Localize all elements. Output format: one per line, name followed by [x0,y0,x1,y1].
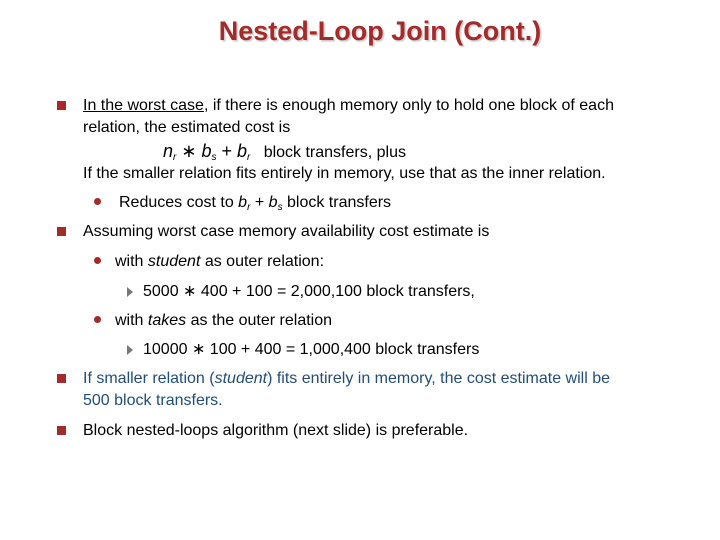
bullet-triangle-icon [127,287,133,297]
p4-text: Block nested-loops algorithm (next slide) is preferable. [83,422,469,439]
student-cost-text: 5000 ∗ 400 + 100 = 2,000,100 block transfers, [143,283,475,300]
bullet-dot-icon [94,198,101,205]
bullet-square-icon [57,374,66,383]
reduces-cost-text: Reduces cost to $b_r + b_s$ block transfers [119,194,392,213]
p3-line2: 500 block transfers. [83,392,223,409]
p2-text: Assuming worst case memory availability cost estimate is [83,223,490,240]
student-outer-text: with student as outer relation: [115,253,325,270]
bullet-square-icon [57,101,66,110]
bullet-square-icon [57,426,66,435]
takes-cost-text: 10000 ∗ 100 + 400 = 1,000,400 block transfers [143,341,480,358]
bullet-dot-icon [94,316,101,323]
p1-line1: In the worst case, if there is enough memory only to hold one block of each [83,97,614,114]
bullet-dot-icon [94,257,101,264]
bullet-triangle-icon [127,345,133,355]
slide-title: Nested-Loop Join (Cont.) [218,16,542,46]
worst-case-text: In the worst case [83,97,204,114]
p1-line2: relation, the estimated cost is [83,119,291,136]
cost-formula: $n_r$ ∗ $b_s + b_r$ block transfers, plus [163,141,406,163]
p1-line4: If the smaller relation fits entirely in memory, use that as the inner relation. [83,165,606,182]
p3-line1: If smaller relation (student) fits entirely in memory, the cost estimate will be [83,370,610,387]
takes-outer-text: with takes as the outer relation [115,312,333,329]
bullet-square-icon [57,227,66,236]
